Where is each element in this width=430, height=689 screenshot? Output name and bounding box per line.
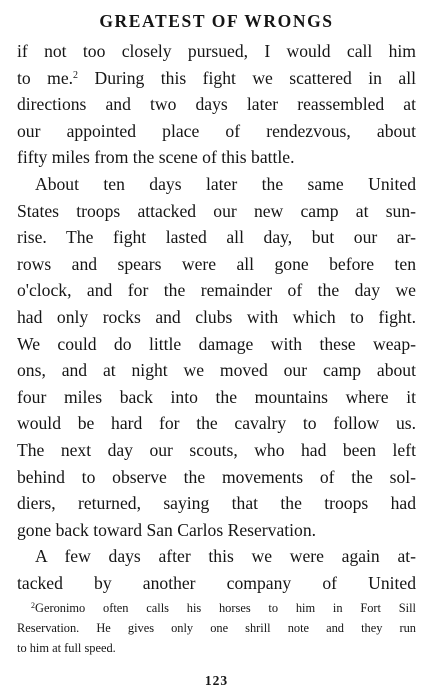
text-line: We could do little damage with these weap-	[17, 333, 416, 354]
text-line: directions and two days later reassembled at	[17, 94, 416, 115]
text-line: behind to observe the movements of the sol-	[17, 466, 416, 487]
footnote-marker: 2	[31, 601, 35, 611]
text-line: ons, and at night we moved our camp about	[17, 360, 416, 381]
footnote-reference: 2	[73, 69, 79, 81]
footnote-line: Reservation. He gives only one shrill note and they run	[17, 621, 416, 636]
text-segment: to me.	[17, 67, 74, 88]
footnote-text: Geronimo often calls his horses to him in Fort Sill	[35, 601, 416, 616]
text-line: four miles back into the mountains where it	[17, 386, 416, 407]
text-line: would be hard for the cavalry to follow us.	[17, 413, 416, 434]
book-page	[17, 8, 416, 689]
text-line: had only rocks and clubs with which to fight.	[17, 306, 416, 327]
footnote-line: to him at full speed.	[17, 641, 116, 656]
page-number: 123	[204, 673, 229, 689]
text-line	[17, 65, 416, 92]
text-line: About ten days later the same United	[35, 173, 416, 194]
text-line: A few days after this we were again at-	[35, 546, 416, 567]
text-line: fifty miles from the scene of this battle.	[17, 147, 295, 168]
footnotes	[17, 598, 416, 658]
body-text	[17, 38, 416, 596]
text-segment: During this fight we scattered in all	[78, 67, 416, 88]
text-line: tacked by another company of United	[17, 572, 416, 593]
text-line: rows and spears were all gone before ten	[17, 253, 416, 274]
text-line: our appointed place of rendezvous, about	[17, 120, 416, 141]
footnote-line	[17, 598, 416, 618]
text-line: diers, returned, saying that the troops had	[17, 493, 416, 514]
text-line: if not too closely pursued, I would call him	[17, 41, 416, 61]
text-line: rise. The fight lasted all day, but our ar-	[17, 227, 416, 248]
running-head: GREATEST OF WRONGS	[99, 11, 334, 31]
text-line: The next day our scouts, who had been left	[17, 439, 416, 460]
text-line: gone back toward San Carlos Reservation.	[17, 519, 317, 540]
text-line: o'clock, and for the remainder of the day we	[17, 280, 416, 301]
text-line: States troops attacked our new camp at sun-	[17, 200, 416, 221]
